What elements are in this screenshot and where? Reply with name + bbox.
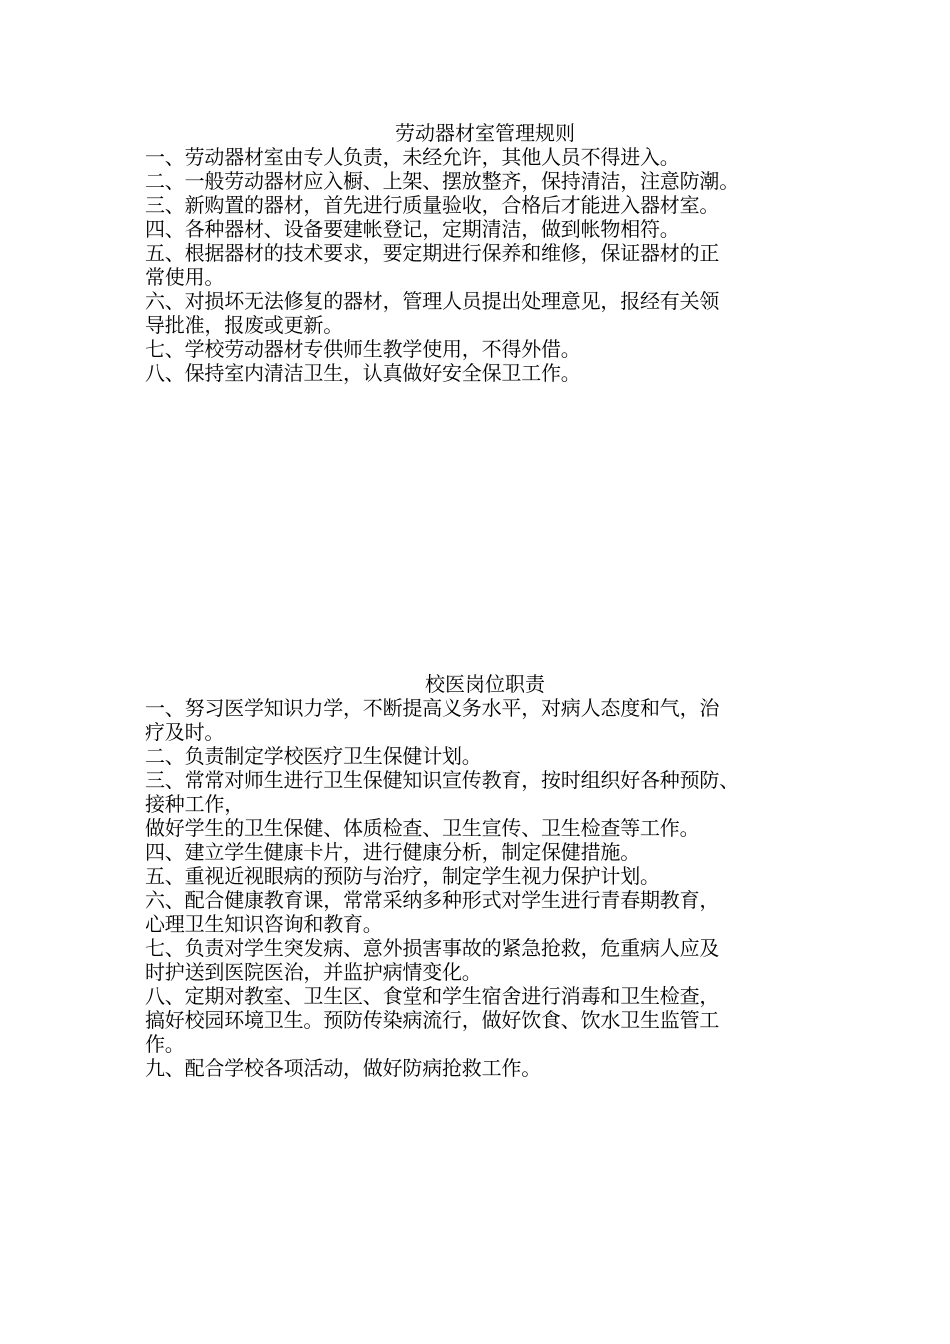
duty-line: 一、努习医学知识力学，不断提高义务水平，对病人态度和气，治 — [145, 696, 720, 720]
duty-line: 搞好校园环境卫生。预防传染病流行，做好饮食、饮水卫生监管工 — [145, 1008, 720, 1032]
rule-line: 一、劳动器材室由专人负责，未经允许，其他人员不得进入。 — [145, 145, 680, 169]
rule-line: 二、一般劳动器材应入橱、上架、摆放整齐，保持清洁，注意防潮。 — [145, 169, 739, 193]
duty-line: 八、定期对教室、卫生区、食堂和学生宿舍进行消毒和卫生检查， — [145, 984, 720, 1008]
duty-line: 心理卫生知识咨询和教育。 — [145, 912, 383, 936]
rule-line: 五、根据器材的技术要求，要定期进行保养和维修，保证器材的正 — [145, 241, 720, 265]
rule-line: 四、各种器材、设备要建帐登记，定期清洁，做到帐物相符。 — [145, 217, 680, 241]
duty-line: 三、常常对师生进行卫生保健知识宣传教育，按时组织好各种预防、 — [145, 768, 739, 792]
duty-line: 作。 — [145, 1032, 185, 1056]
rule-line: 常使用。 — [145, 265, 225, 289]
section-school-doctor-duties — [145, 672, 825, 1080]
duty-line: 七、负责对学生突发病、意外损害事故的紧急抢救，危重病人应及 — [145, 936, 720, 960]
duty-line: 时护送到医院医治，并监护病情变化。 — [145, 960, 482, 984]
duty-line: 九、配合学校各项活动，做好防病抢救工作。 — [145, 1056, 541, 1080]
duty-line: 做好学生的卫生保健、体质检查、卫生宣传、卫生检查等工作。 — [145, 816, 700, 840]
rule-line: 八、保持室内清洁卫生，认真做好安全保卫工作。 — [145, 361, 581, 385]
duty-line: 五、重视近视眼病的预防与治疗，制定学生视力保护计划。 — [145, 864, 660, 888]
section-title: 劳动器材室管理规则 — [395, 121, 575, 145]
section-labor-equipment-rules — [145, 121, 825, 385]
duty-line: 四、建立学生健康卡片，进行健康分析，制定保健措施。 — [145, 840, 640, 864]
rule-line: 六、对损坏无法修复的器材，管理人员提出处理意见，报经有关领 — [145, 289, 720, 313]
section-title: 校医岗位职责 — [425, 672, 545, 696]
rule-line: 七、学校劳动器材专供师生教学使用，不得外借。 — [145, 337, 581, 361]
duty-line: 六、配合健康教育课，常常采纳多种形式对学生进行青春期教育， — [145, 888, 720, 912]
duty-line: 疗及时。 — [145, 720, 225, 744]
duty-line: 接种工作， — [145, 792, 244, 816]
duty-line: 二、负责制定学校医疗卫生保健计划。 — [145, 744, 482, 768]
rule-line: 导批准，报废或更新。 — [145, 313, 343, 337]
rule-line: 三、新购置的器材，首先进行质量验收，合格后才能进入器材室。 — [145, 193, 720, 217]
